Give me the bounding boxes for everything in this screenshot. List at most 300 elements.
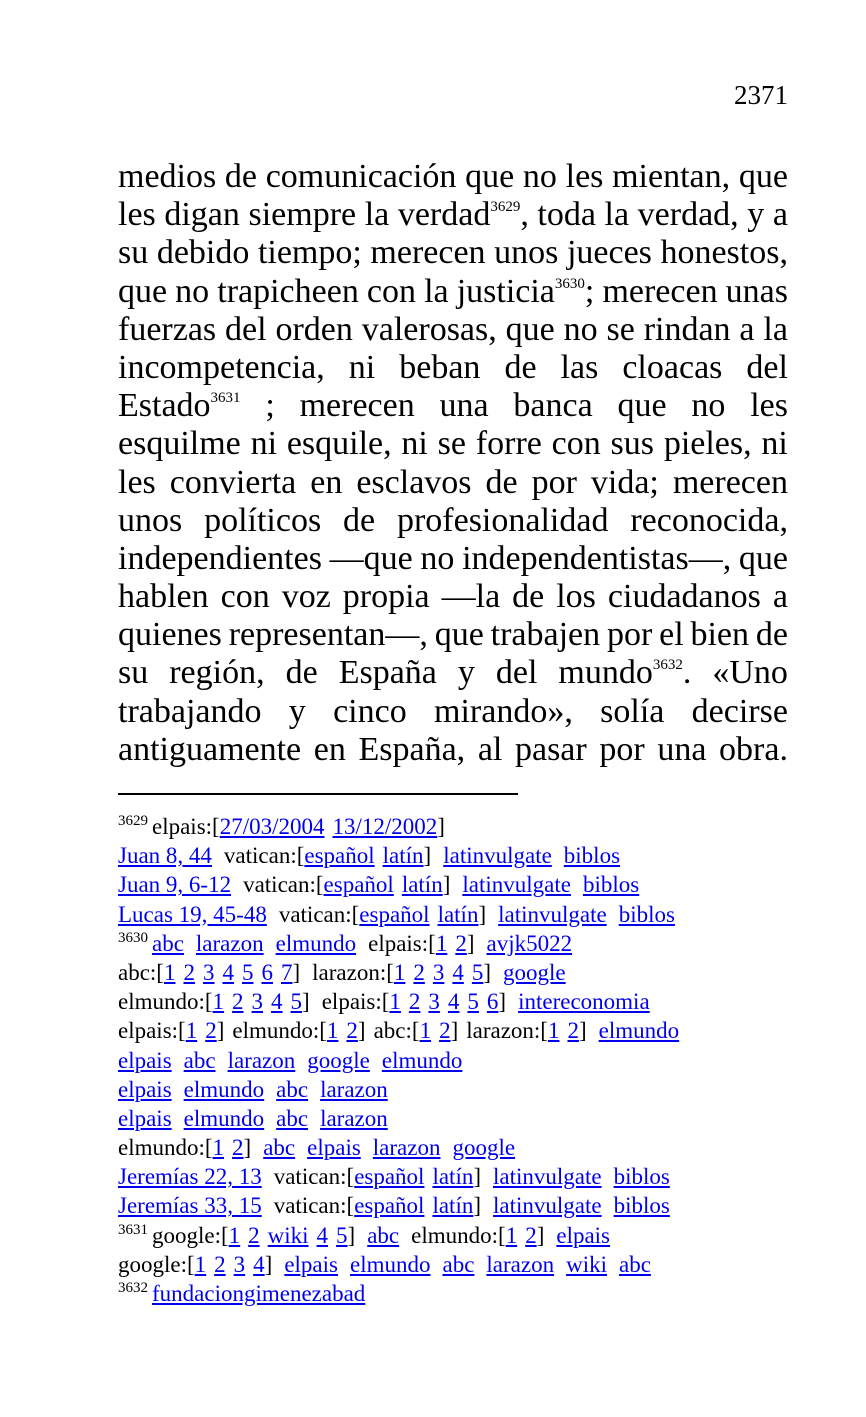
footnote-link[interactable]: 2 xyxy=(567,1018,579,1044)
word: y xyxy=(747,196,765,234)
word: hablen xyxy=(118,578,209,616)
footnote-link[interactable]: 2 xyxy=(232,1135,244,1161)
footnote-text: ] xyxy=(437,814,445,839)
footnote-link[interactable]: 1 xyxy=(435,930,448,956)
footnote-link[interactable]: 2 xyxy=(413,959,425,985)
word: la xyxy=(604,196,630,234)
footnote-link[interactable]: 13/12/2002 xyxy=(332,814,438,839)
footnote-link[interactable]: biblos xyxy=(618,901,675,927)
footnote-link[interactable]: español xyxy=(304,843,375,869)
token xyxy=(170,464,297,502)
word: que xyxy=(505,310,555,348)
footnote-link[interactable]: 2 xyxy=(248,1222,260,1248)
footnote-link[interactable]: latinvulgate xyxy=(493,1164,602,1190)
token xyxy=(491,616,601,654)
token xyxy=(556,578,596,616)
word: ciudadanos xyxy=(607,578,761,616)
token xyxy=(532,464,577,502)
footnote-link[interactable]: abc xyxy=(618,1251,651,1277)
word: trapicheen xyxy=(217,272,359,310)
footnote-link[interactable]: larazon xyxy=(486,1251,555,1277)
token xyxy=(258,234,362,272)
footnote-link[interactable]: 3 xyxy=(233,1251,246,1277)
token xyxy=(248,196,356,234)
token xyxy=(399,349,480,387)
word: pasar xyxy=(514,730,587,768)
footnote-link[interactable]: 6 xyxy=(486,989,499,1015)
footnote-link[interactable]: 1 xyxy=(228,1222,241,1248)
footnote-link[interactable]: abc xyxy=(442,1251,475,1277)
footnote-link[interactable]: elpais xyxy=(118,1105,172,1131)
word: jueces xyxy=(566,234,652,272)
token xyxy=(282,578,331,616)
footnote-text: ] xyxy=(450,1018,459,1044)
word: pieles, xyxy=(663,425,752,463)
word: ni xyxy=(401,425,428,463)
token xyxy=(118,654,148,692)
word: voz xyxy=(281,578,331,616)
footnote-link[interactable]: google xyxy=(503,959,566,985)
footnote-text: ] xyxy=(578,1018,587,1044)
word: digan xyxy=(164,196,240,234)
footnote-link[interactable]: 3 xyxy=(251,989,264,1015)
token xyxy=(118,196,156,234)
footnote-link[interactable]: 1 xyxy=(393,959,406,985)
token xyxy=(289,693,306,731)
token xyxy=(692,693,788,731)
word: de xyxy=(343,501,376,539)
footnote-text: elmundo:[ xyxy=(118,989,213,1015)
footnote-line xyxy=(118,1250,798,1279)
word: independientes xyxy=(118,539,322,577)
footnote-link[interactable]: 1 xyxy=(389,989,401,1015)
footnote-link[interactable]: 4 xyxy=(452,959,464,985)
word: de xyxy=(285,654,318,692)
token xyxy=(169,654,264,692)
token xyxy=(523,158,557,196)
footnote-link[interactable]: avjk5022 xyxy=(486,930,573,956)
body-line xyxy=(118,540,788,578)
footnote-link[interactable]: 1 xyxy=(505,1222,518,1248)
word: de xyxy=(504,348,537,386)
token xyxy=(537,196,596,234)
footnote-line xyxy=(118,900,798,929)
footnote-text: elmundo:[ xyxy=(232,1018,327,1044)
token xyxy=(343,578,430,616)
footnote-link[interactable]: 5 xyxy=(336,1222,348,1248)
word: que xyxy=(465,158,515,195)
body-line xyxy=(118,616,788,654)
word: que xyxy=(617,387,667,425)
footnote-link[interactable]: larazon xyxy=(320,1105,388,1131)
token xyxy=(513,387,592,425)
word: el xyxy=(659,616,684,654)
footnote-link[interactable]: 4 xyxy=(271,989,283,1015)
token xyxy=(118,731,301,769)
word: debido xyxy=(156,234,250,272)
word: toda xyxy=(537,196,596,234)
token xyxy=(494,234,558,272)
footnote-link[interactable]: elmundo xyxy=(598,1018,680,1044)
footnote-text: elmundo:[ xyxy=(118,1135,213,1161)
token xyxy=(591,464,659,502)
word: mundo xyxy=(558,654,653,692)
footnote-link[interactable]: elpais xyxy=(118,1076,172,1102)
word: «Uno xyxy=(712,654,788,692)
body-line xyxy=(118,158,788,196)
word: honestos, xyxy=(660,234,788,272)
footnote-link[interactable]: español xyxy=(323,872,394,898)
footnote-text: ] xyxy=(473,1164,482,1190)
token xyxy=(691,387,725,425)
word: por xyxy=(531,463,577,501)
token xyxy=(359,731,466,769)
footnote-link[interactable]: 2 xyxy=(205,1018,217,1044)
footnote-link[interactable]: Jeremías 33, 15 xyxy=(118,1193,262,1219)
token xyxy=(397,502,609,540)
word: forre xyxy=(475,425,542,463)
token xyxy=(118,425,241,463)
footnote-text: google:[ xyxy=(118,1251,195,1277)
footnote-link[interactable]: latinvulgate xyxy=(493,1193,602,1219)
word: la xyxy=(424,272,449,310)
footnote-divider xyxy=(118,793,518,795)
footnote-line xyxy=(118,1162,798,1191)
word: se xyxy=(606,310,635,348)
footnote-link[interactable]: 7 xyxy=(280,959,293,985)
token xyxy=(465,158,514,196)
footnote-link[interactable]: elmundo xyxy=(183,1105,265,1131)
word: del xyxy=(225,310,267,348)
footnote-link[interactable]: elmundo xyxy=(275,930,357,956)
footnote-text: ] xyxy=(264,1251,273,1277)
token xyxy=(552,425,601,463)
footnote-text: ] xyxy=(347,1222,356,1248)
footnote-text: abc:[ xyxy=(118,959,164,985)
footnote-link[interactable]: 2 xyxy=(525,1222,537,1248)
footnote-text: ] xyxy=(423,843,432,869)
token xyxy=(618,387,667,425)
word: incompetencia, xyxy=(118,348,325,386)
word: la xyxy=(763,310,788,348)
footnote-line xyxy=(118,870,798,899)
footnote-link[interactable]: google xyxy=(452,1135,516,1161)
word: . xyxy=(682,654,692,692)
word: cinco xyxy=(333,692,407,730)
token xyxy=(608,578,761,616)
footnote-link[interactable]: 5 xyxy=(241,959,254,985)
word: les xyxy=(118,196,156,234)
footnote-link[interactable]: 3 xyxy=(428,989,440,1015)
footnote-link[interactable]: 27/03/2004 xyxy=(219,814,325,839)
token xyxy=(638,196,739,234)
word: siempre xyxy=(248,196,357,234)
footnote-link[interactable]: latinvulgate xyxy=(498,901,607,927)
footnote-link[interactable]: español xyxy=(354,1193,425,1219)
footnote-link[interactable]: Lucas 19, 45-48 xyxy=(118,901,267,927)
token xyxy=(719,731,788,769)
footnote-link[interactable]: 1 xyxy=(185,1018,198,1044)
token xyxy=(659,616,684,654)
body-line xyxy=(118,387,788,425)
footnote-link[interactable]: 5 xyxy=(471,959,484,985)
token xyxy=(365,196,390,234)
word: ; xyxy=(265,387,275,425)
footnote-link[interactable]: 2 xyxy=(346,1018,358,1044)
body-line xyxy=(118,654,788,692)
word: convierta xyxy=(169,463,297,501)
footnote-link[interactable]: biblos xyxy=(613,1164,670,1190)
word: justicia xyxy=(456,272,555,310)
body-line xyxy=(118,273,788,311)
footnote-link[interactable]: elmundo xyxy=(349,1251,431,1277)
footnote-link[interactable]: fundaciongimenezabad xyxy=(152,1281,366,1306)
footnote-link[interactable]: 6 xyxy=(261,959,273,985)
footnote-link[interactable]: biblos xyxy=(582,872,640,898)
token xyxy=(512,578,544,616)
word: , xyxy=(520,196,529,234)
footnote-ref: 3632 xyxy=(652,657,683,674)
footnote-link[interactable]: elmundo xyxy=(381,1047,463,1073)
word: no xyxy=(563,310,598,348)
word: cloacas xyxy=(622,348,723,386)
word: les xyxy=(118,463,156,501)
footnote-link[interactable]: 1 xyxy=(163,959,176,985)
token xyxy=(660,234,788,272)
token xyxy=(761,425,787,463)
token xyxy=(420,540,454,578)
footnote-link[interactable]: elpais xyxy=(118,1047,172,1073)
token xyxy=(478,731,503,769)
token xyxy=(506,311,555,349)
word: las xyxy=(560,348,599,386)
footnote-link[interactable]: google xyxy=(307,1047,370,1073)
token xyxy=(157,234,250,272)
footnote-text: larazon:[ xyxy=(466,1018,548,1044)
footnote-link[interactable]: 2 xyxy=(214,1251,226,1277)
token xyxy=(118,158,216,196)
footnote-link[interactable]: 2 xyxy=(439,1018,451,1044)
footnote-link[interactable]: 2 xyxy=(232,989,244,1015)
word: quienes xyxy=(118,616,222,654)
word: representan—, xyxy=(228,616,428,654)
body-line xyxy=(118,578,788,616)
footnote-line xyxy=(118,929,798,958)
footnote-link[interactable]: larazon xyxy=(227,1047,296,1073)
token xyxy=(773,578,788,616)
token xyxy=(266,158,457,196)
token xyxy=(204,502,321,540)
footnote-link[interactable]: latín xyxy=(382,843,424,869)
token xyxy=(424,273,449,311)
token xyxy=(275,311,352,349)
footnote-link[interactable]: larazon xyxy=(372,1135,441,1161)
footnote-link[interactable]: 2 xyxy=(455,930,467,956)
footnote-link[interactable]: larazon xyxy=(320,1076,388,1102)
footnote-link[interactable]: Juan 9, 6-12 xyxy=(118,872,232,898)
token xyxy=(644,311,731,349)
footnote-link[interactable]: Juan 8, 44 xyxy=(118,843,212,869)
token xyxy=(287,425,392,463)
word: verdad xyxy=(397,196,491,234)
footnote-link[interactable]: elpais xyxy=(556,1222,611,1248)
footnote-text: ] xyxy=(473,1193,482,1219)
footnote-link[interactable]: biblos xyxy=(563,843,621,869)
footnote-line xyxy=(118,1133,798,1162)
token xyxy=(118,464,156,502)
token xyxy=(622,349,722,387)
footnote-text: ] xyxy=(216,1018,225,1044)
footnote-link[interactable]: wiki xyxy=(566,1251,607,1277)
word: de xyxy=(485,463,518,501)
word: mientan, xyxy=(612,158,731,195)
footnote-link[interactable]: 1 xyxy=(419,1018,432,1044)
token xyxy=(118,502,182,540)
word: reconocida, xyxy=(630,501,788,539)
token xyxy=(739,311,754,349)
body-line xyxy=(118,311,788,349)
footnote-link[interactable]: 4 xyxy=(253,1251,265,1277)
footnote-line xyxy=(118,1016,798,1045)
word: de xyxy=(755,616,788,654)
token xyxy=(349,349,375,387)
word: por xyxy=(599,730,645,768)
footnote-link[interactable]: latinvulgate xyxy=(462,872,571,898)
token xyxy=(457,273,595,311)
footnote-link[interactable]: 1 xyxy=(212,989,225,1015)
footnote-number: 3631 xyxy=(118,1221,148,1238)
word: y xyxy=(457,654,475,692)
body-line xyxy=(118,425,788,463)
footnote-link[interactable]: 4 xyxy=(447,989,460,1015)
token xyxy=(504,349,536,387)
word: a xyxy=(772,196,788,234)
word: no xyxy=(175,272,210,310)
word: verdad, xyxy=(637,196,739,234)
footnote-text: elpais:[ xyxy=(152,814,220,839)
word: se xyxy=(437,425,466,463)
word: —la xyxy=(441,578,501,616)
footnote-text: ] xyxy=(498,989,507,1015)
word: con xyxy=(366,272,416,310)
token xyxy=(726,273,788,311)
footnote-text: ] xyxy=(357,1018,366,1044)
token xyxy=(225,311,267,349)
body-line xyxy=(118,731,788,769)
footnote-link[interactable]: abc xyxy=(276,1105,309,1131)
word: a xyxy=(739,310,755,348)
token xyxy=(773,196,788,234)
token xyxy=(370,234,485,272)
token xyxy=(763,311,788,349)
footnote-link[interactable]: elpais xyxy=(284,1251,338,1277)
token xyxy=(690,616,749,654)
token xyxy=(440,387,489,425)
footnote-link[interactable]: latín xyxy=(432,1193,474,1219)
footnote-link[interactable]: biblos xyxy=(613,1193,670,1219)
footnote-link[interactable]: intereconomia xyxy=(518,989,650,1015)
token xyxy=(673,464,788,502)
footnote-link[interactable]: 1 xyxy=(547,1018,560,1044)
token xyxy=(330,540,413,578)
footnote-link[interactable]: español xyxy=(359,901,430,927)
footnote-ref: 3629 xyxy=(490,199,521,216)
footnote-link[interactable]: latín xyxy=(432,1164,474,1190)
footnote-link[interactable]: 1 xyxy=(194,1251,207,1277)
footnote-link[interactable]: elmundo xyxy=(183,1076,265,1102)
token xyxy=(118,387,241,425)
footnote-link[interactable]: 1 xyxy=(212,1135,225,1161)
footnote-text: larazon:[ xyxy=(312,959,394,985)
word: merecen xyxy=(672,463,788,501)
footnote-link[interactable]: latín xyxy=(437,901,479,927)
word: fuerzas xyxy=(118,310,217,348)
token xyxy=(164,196,240,234)
footnote-line xyxy=(118,1191,798,1220)
footnote-link[interactable]: abc xyxy=(263,1135,296,1161)
word: decirse xyxy=(691,692,788,730)
token xyxy=(118,349,325,387)
token xyxy=(398,196,529,234)
footnote-link[interactable]: wiki xyxy=(267,1222,309,1248)
footnote-link[interactable]: 2 xyxy=(408,989,421,1015)
footnote-link[interactable]: latín xyxy=(401,872,443,898)
word: y xyxy=(288,692,306,730)
token xyxy=(286,654,318,692)
token xyxy=(712,654,788,692)
token xyxy=(462,540,731,578)
footnote-ref: 3631 xyxy=(210,390,241,407)
footnote-number: 3630 xyxy=(118,929,148,946)
token xyxy=(118,540,322,578)
token xyxy=(746,349,788,387)
word: no xyxy=(522,158,557,195)
footnote-link[interactable]: elpais xyxy=(307,1135,361,1161)
word: unas xyxy=(725,272,788,310)
footnote-link[interactable]: 2 xyxy=(183,959,195,985)
word: una xyxy=(657,730,707,768)
token xyxy=(434,693,573,731)
footnote-link[interactable]: 1 xyxy=(326,1018,339,1044)
footnote-link[interactable]: 3 xyxy=(432,959,445,985)
footnote-link[interactable]: abc xyxy=(276,1076,309,1102)
footnote-link[interactable]: abc xyxy=(183,1047,216,1073)
footnote-link[interactable]: Jeremías 22, 13 xyxy=(118,1164,262,1190)
token xyxy=(300,387,415,425)
footnote-link[interactable]: larazon xyxy=(195,930,264,956)
footnote-link[interactable]: abc xyxy=(152,930,184,956)
word: unos xyxy=(118,501,183,539)
word: España xyxy=(338,654,437,692)
footnote-link[interactable]: 5 xyxy=(290,989,303,1015)
footnote-link[interactable]: 3 xyxy=(202,959,215,985)
word: orden xyxy=(275,310,353,348)
word: tiempo; xyxy=(257,234,362,272)
footnote-link[interactable]: abc xyxy=(367,1222,400,1248)
footnote-link[interactable]: 4 xyxy=(222,959,234,985)
footnote-link[interactable]: latinvulgate xyxy=(443,843,552,869)
word: por xyxy=(606,616,653,654)
footnote-link[interactable]: 4 xyxy=(316,1222,329,1248)
footnote-link[interactable]: español xyxy=(354,1164,425,1190)
word: en xyxy=(313,730,346,768)
word: banca xyxy=(513,387,593,425)
footnote-link[interactable]: 5 xyxy=(467,989,479,1015)
word: merecen xyxy=(602,272,718,310)
word: merecen xyxy=(370,234,486,272)
footnotes xyxy=(118,812,798,1308)
footnote-text: vatican:[ xyxy=(278,901,360,927)
